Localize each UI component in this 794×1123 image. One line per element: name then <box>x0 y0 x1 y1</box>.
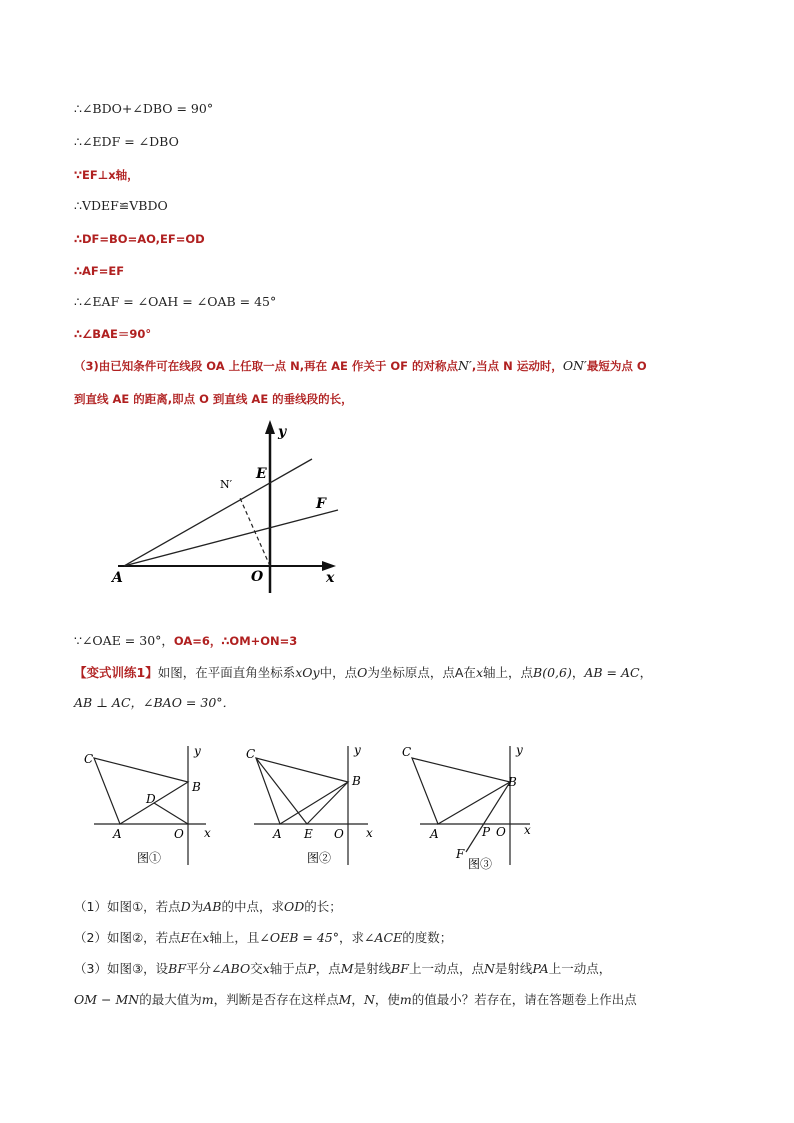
q-text: 在 <box>189 930 203 945</box>
triangle-cab <box>412 758 510 824</box>
part3-text-a: （3)由已知条件可在线段 OA 上任取一点 N,再在 AE 作关于 OF 的对称点 <box>74 359 459 373</box>
q-var: P <box>307 961 316 976</box>
proof-line-8: ∴∠BAE＝90° <box>74 327 152 341</box>
question-3 <box>74 960 611 978</box>
label-a: A <box>113 827 122 841</box>
label-y: y <box>194 744 201 758</box>
q-text: 的最大值为 <box>139 992 202 1007</box>
label-y: y <box>278 424 287 440</box>
proof-line-5: ∴DF=BO=AO,EF=OD <box>74 232 205 246</box>
figure-3 <box>398 740 548 875</box>
label-x: x <box>366 826 373 840</box>
q-var: ∠OEB = 45° <box>259 930 339 945</box>
q-text: ，点 <box>315 961 341 976</box>
label-y: y <box>516 743 523 757</box>
exercise-text: 轴上，点 <box>483 665 534 680</box>
part3-nprime: N′ <box>458 358 472 373</box>
q-text: （1）如图①，若点 <box>74 899 181 914</box>
proof-line-6: ∴AF=EF <box>74 264 125 278</box>
q-var: m <box>399 992 412 1007</box>
q-var: ∠ABO <box>211 961 251 976</box>
label-a: A <box>273 827 282 841</box>
q-var: M <box>338 992 352 1007</box>
q-var: D <box>180 899 191 914</box>
label-x: x <box>204 826 211 840</box>
segment-ce <box>256 758 307 824</box>
label-p: P <box>482 825 491 839</box>
proof-line-3: ∵EF⊥x轴， <box>74 168 139 182</box>
label-o: O <box>174 827 184 841</box>
q-var: BF <box>168 961 187 976</box>
ray-ae <box>124 459 312 566</box>
q-text: ， <box>351 992 364 1007</box>
label-c: C <box>402 745 412 759</box>
q-text: 的长； <box>304 899 342 914</box>
exercise-x: x <box>475 665 483 680</box>
q-var: AB <box>203 899 222 914</box>
q-text: 是射线 <box>353 961 392 976</box>
q-text: 为 <box>190 899 204 914</box>
q-text: 轴上，且 <box>209 930 260 945</box>
proof-line-1: ∴∠BDO+∠DBO = 90° <box>74 101 214 116</box>
label-f: F <box>316 496 326 512</box>
q-var: M <box>340 961 354 976</box>
part3-line-2: 到直线 AE 的距离,即点 O 到直线 AE 的垂线段的长， <box>74 392 353 406</box>
exercise-text: ， <box>639 665 653 680</box>
part3-text-e: 最短为点 O <box>586 359 647 373</box>
triangle-cab <box>94 758 188 824</box>
caption: 图② <box>307 851 332 865</box>
exercise-b: B(0,6) <box>533 665 572 680</box>
question-3-cont <box>74 991 637 1009</box>
label-x: x <box>524 823 531 837</box>
proof-line-2: ∴∠EDF = ∠DBO <box>74 134 179 149</box>
q-text: 的中点，求 <box>221 899 284 914</box>
label-e: E <box>304 827 313 841</box>
q-var: x <box>262 961 270 976</box>
exercise-eq: AB = AC <box>584 665 640 680</box>
q-text: 的度数； <box>402 930 453 945</box>
exercise-tag: 【变式训练1】 <box>74 665 158 680</box>
figure-1 <box>80 740 230 875</box>
result-text: OA=6，∴OM+ON=3 <box>173 634 298 648</box>
caption: 图③ <box>468 857 493 871</box>
label-e: E <box>256 466 267 482</box>
label-o: O <box>251 569 264 585</box>
label-x: x <box>326 570 335 586</box>
label-b: B <box>352 774 361 788</box>
q-var: OD <box>283 899 305 914</box>
q-text: ，求 <box>339 930 365 945</box>
exercise-text: 中，点 <box>319 665 358 680</box>
exercise-text: 为坐标原点，点 <box>367 665 455 680</box>
label-n-prime: N′ <box>220 478 233 491</box>
q-text: ，使 <box>374 992 400 1007</box>
figure-2 <box>240 740 390 875</box>
part3-text-c: ,当点 N 运动时， <box>471 359 563 373</box>
q-text: 平分 <box>186 961 212 976</box>
q-text: （2）如图②，若点 <box>74 930 181 945</box>
part3-line-1 <box>74 357 647 375</box>
label-o: O <box>496 825 506 839</box>
q-var: N <box>363 992 375 1007</box>
exercise-o: O <box>357 665 368 680</box>
q-var: OM − MN <box>74 992 140 1007</box>
triangle-cab <box>256 758 348 824</box>
exercise-condition: AB ⊥ AC，∠BAO = 30°． <box>74 695 236 710</box>
q-text: 交 <box>250 961 263 976</box>
ray-af <box>124 510 338 566</box>
q-var: BF <box>391 961 409 976</box>
label-c: C <box>84 752 94 766</box>
q-var: m <box>201 992 214 1007</box>
ray-bf <box>466 782 510 852</box>
label-b: B <box>192 780 201 794</box>
dashed-perpendicular <box>240 498 270 566</box>
segment-od <box>154 803 188 824</box>
q-text: 是射线 <box>494 961 533 976</box>
label-c: C <box>246 747 256 761</box>
part3-onprime: ON′ <box>562 358 587 373</box>
exercise-text: 在 <box>463 665 476 680</box>
exercise-text: 如图，在平面直角坐标系 <box>157 665 296 680</box>
q-var: ∠ACE <box>364 930 403 945</box>
exercise-a: A <box>454 665 464 680</box>
exercise-line-1 <box>74 664 652 682</box>
label-y: y <box>354 743 361 757</box>
result-angle: ∵∠OAE = 30°， <box>74 633 174 648</box>
q-var: PA <box>532 961 549 976</box>
exercise-xoy: xOy <box>295 665 320 680</box>
q-text: 上一动点，点 <box>408 961 484 976</box>
proof-line-7: ∴∠EAF = ∠OAH = ∠OAB = 45° <box>74 294 277 309</box>
question-1 <box>74 898 342 916</box>
figure-angle-diagram <box>108 418 348 593</box>
result-line <box>74 632 297 650</box>
q-text: 上一动点， <box>548 961 612 976</box>
label-o: O <box>334 827 344 841</box>
proof-line-4: ∴VDEF≌VBDO <box>74 198 168 213</box>
label-a: A <box>430 827 439 841</box>
label-a: A <box>112 570 123 586</box>
q-var: x <box>202 930 210 945</box>
q-var: N <box>483 961 495 976</box>
exercise-text: ， <box>571 665 585 680</box>
y-axis-arrow <box>265 420 275 434</box>
q-text: 的值最小？若存在，请在答题卷上作出点 <box>411 992 637 1007</box>
label-f: F <box>456 847 465 861</box>
exercise-line-2 <box>74 694 235 712</box>
q-text: ，判断是否存在这样点 <box>213 992 339 1007</box>
label-b: B <box>508 775 517 789</box>
q-var: E <box>180 930 190 945</box>
question-2 <box>74 929 452 947</box>
q-text: 轴于点 <box>269 961 308 976</box>
caption: 图① <box>137 851 162 865</box>
label-d: D <box>146 792 156 806</box>
q-text: （3）如图③，设 <box>74 961 169 976</box>
